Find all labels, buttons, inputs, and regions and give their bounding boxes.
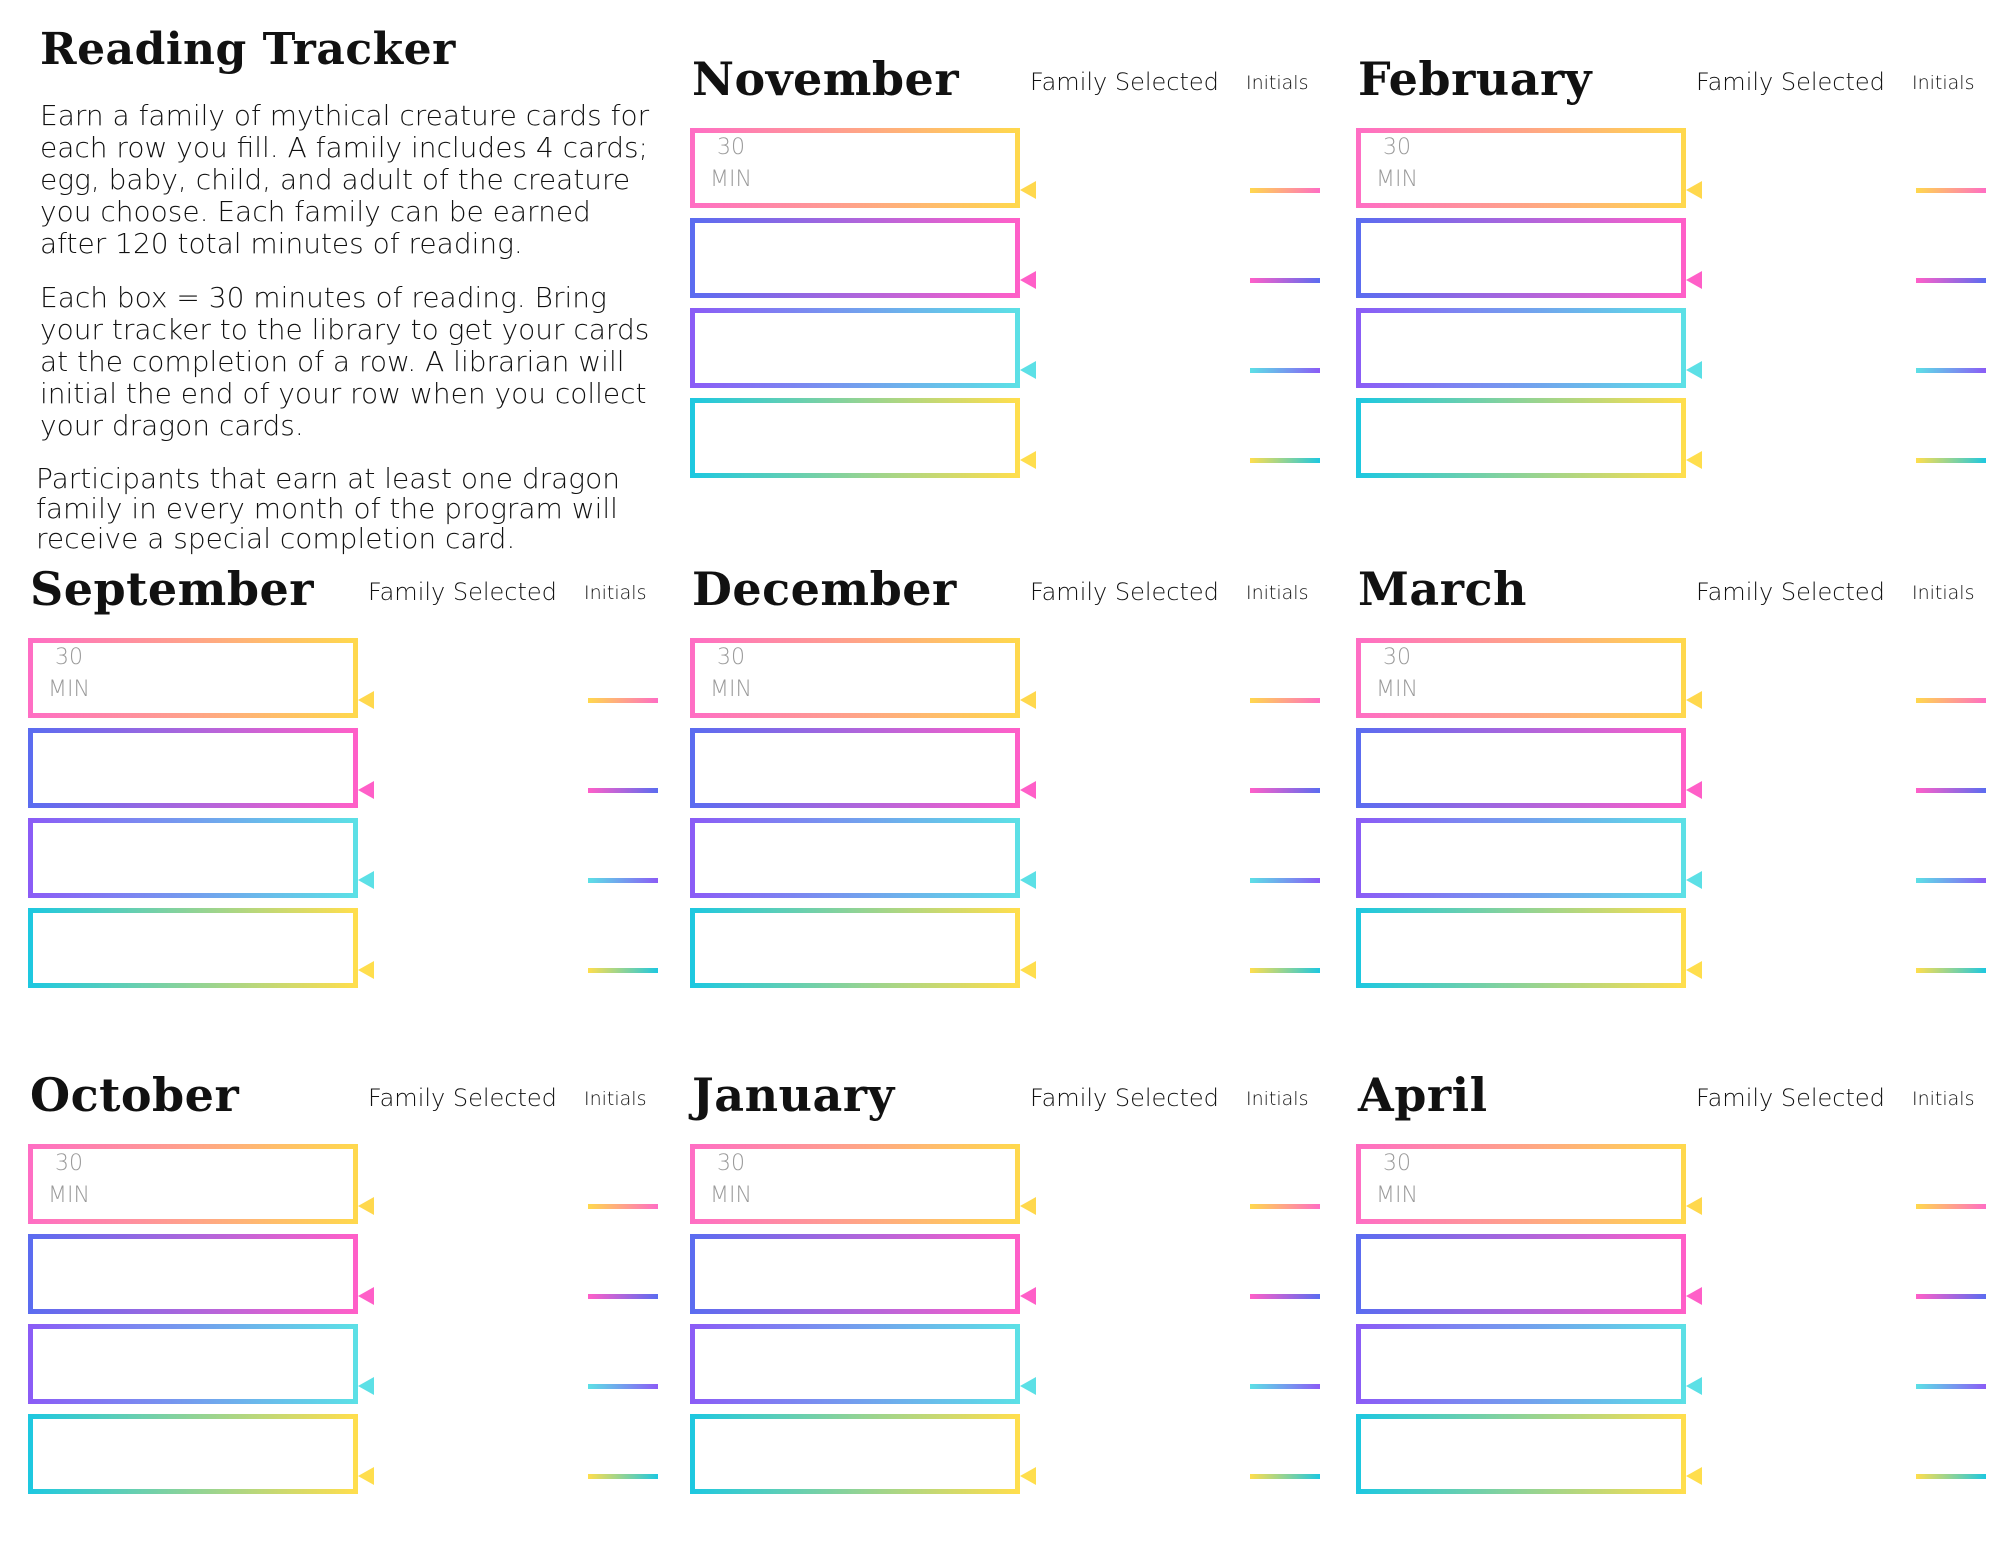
tracker-row bbox=[1356, 908, 1686, 988]
month-title: April bbox=[1358, 1068, 1488, 1122]
initials-line[interactable] bbox=[1250, 368, 1320, 373]
arrow-left-icon bbox=[1020, 450, 1230, 470]
month-november bbox=[690, 52, 1330, 452]
reading-box[interactable] bbox=[274, 908, 356, 988]
reading-box[interactable] bbox=[690, 128, 772, 208]
reading-box[interactable] bbox=[1602, 1144, 1684, 1224]
reading-box[interactable] bbox=[1602, 638, 1684, 718]
initials-line[interactable] bbox=[1250, 278, 1320, 283]
reading-box[interactable] bbox=[772, 398, 854, 478]
reading-box[interactable] bbox=[1438, 818, 1520, 898]
tracker-row bbox=[1356, 218, 1686, 298]
arrow-left-icon bbox=[1020, 180, 1230, 200]
reading-box[interactable] bbox=[28, 728, 110, 808]
reading-box[interactable] bbox=[772, 818, 854, 898]
tracker-row bbox=[1356, 1324, 1686, 1404]
tracker-row bbox=[1356, 1234, 1686, 1314]
initials-header: Initials bbox=[1912, 582, 1975, 604]
reading-box[interactable] bbox=[274, 818, 356, 898]
reading-box[interactable] bbox=[192, 908, 274, 988]
month-title: March bbox=[1358, 562, 1527, 616]
reading-box[interactable] bbox=[936, 1324, 1018, 1404]
reading-box[interactable] bbox=[1520, 218, 1602, 298]
month-title: November bbox=[692, 52, 960, 106]
initials-line[interactable] bbox=[1250, 698, 1320, 703]
family-selected-header: Family Selected bbox=[368, 578, 557, 606]
reading-box[interactable] bbox=[274, 638, 356, 718]
reading-box[interactable] bbox=[1520, 1324, 1602, 1404]
initials-line[interactable] bbox=[588, 698, 658, 703]
reading-box[interactable] bbox=[1438, 1144, 1520, 1224]
reading-box[interactable] bbox=[192, 638, 274, 718]
tracker-row bbox=[28, 1414, 358, 1494]
arrow-left-icon bbox=[1020, 870, 1230, 890]
reading-box[interactable] bbox=[1520, 308, 1602, 388]
box-value-label bbox=[1356, 132, 1438, 196]
arrow-left-icon bbox=[358, 690, 568, 710]
initials-line[interactable] bbox=[588, 878, 658, 883]
reading-box[interactable] bbox=[854, 1324, 936, 1404]
tracker-row bbox=[690, 818, 1020, 898]
month-september bbox=[28, 562, 668, 962]
arrow-left-icon bbox=[358, 1376, 568, 1396]
reading-box[interactable] bbox=[1438, 398, 1520, 478]
reading-box[interactable] bbox=[1602, 398, 1684, 478]
reading-box[interactable] bbox=[1356, 218, 1438, 298]
initials-line[interactable] bbox=[1916, 1204, 1986, 1209]
reading-grid bbox=[1356, 1144, 1686, 1504]
reading-box[interactable] bbox=[1520, 1414, 1602, 1494]
initials-line[interactable] bbox=[1250, 788, 1320, 793]
initials-line[interactable] bbox=[1250, 1294, 1320, 1299]
reading-box[interactable] bbox=[690, 908, 772, 988]
arrow-left-icon bbox=[358, 1286, 568, 1306]
reading-box[interactable] bbox=[854, 128, 936, 208]
family-selected-header: Family Selected bbox=[1030, 68, 1219, 96]
reading-box[interactable] bbox=[28, 1414, 110, 1494]
reading-box[interactable] bbox=[1602, 1234, 1684, 1314]
reading-box[interactable] bbox=[772, 128, 854, 208]
initials-header: Initials bbox=[1912, 72, 1975, 94]
initials-line[interactable] bbox=[1916, 1384, 1986, 1389]
reading-box[interactable] bbox=[690, 638, 772, 718]
reading-box[interactable] bbox=[1438, 728, 1520, 808]
reading-box[interactable] bbox=[1356, 728, 1438, 808]
tracker-row bbox=[690, 398, 1020, 478]
instructions bbox=[36, 99, 660, 576]
reading-box[interactable] bbox=[1602, 218, 1684, 298]
reading-box[interactable] bbox=[192, 1414, 274, 1494]
reading-box[interactable] bbox=[772, 1144, 854, 1224]
family-selected-header: Family Selected bbox=[1030, 1084, 1219, 1112]
box-minutes: 30 bbox=[1383, 135, 1411, 160]
reading-box[interactable] bbox=[110, 1324, 192, 1404]
arrow-left-icon bbox=[358, 1196, 568, 1216]
initials-line[interactable] bbox=[588, 1474, 658, 1479]
reading-box[interactable] bbox=[772, 1324, 854, 1404]
arrow-left-icon bbox=[1020, 360, 1230, 380]
initials-line[interactable] bbox=[1916, 188, 1986, 193]
reading-box[interactable] bbox=[1356, 128, 1438, 208]
reading-box[interactable] bbox=[936, 398, 1018, 478]
initials-line[interactable] bbox=[1250, 1204, 1320, 1209]
box-unit: MIN bbox=[710, 167, 752, 192]
month-december bbox=[690, 562, 1330, 962]
reading-box[interactable] bbox=[192, 1324, 274, 1404]
family-selected-header: Family Selected bbox=[1030, 578, 1219, 606]
box-value-label bbox=[1356, 1148, 1438, 1212]
initials-header: Initials bbox=[1246, 582, 1309, 604]
box-value-label bbox=[1356, 642, 1438, 706]
tracker-row bbox=[28, 1144, 358, 1224]
reading-box[interactable] bbox=[1438, 1414, 1520, 1494]
tracker-row bbox=[28, 638, 358, 718]
box-minutes: 30 bbox=[55, 1151, 83, 1176]
initials-line[interactable] bbox=[588, 1384, 658, 1389]
reading-box[interactable] bbox=[772, 308, 854, 388]
reading-grid bbox=[690, 1144, 1020, 1504]
initials-header: Initials bbox=[1912, 1088, 1975, 1110]
reading-box[interactable] bbox=[1438, 638, 1520, 718]
reading-box[interactable] bbox=[110, 1234, 192, 1314]
initials-line[interactable] bbox=[1250, 878, 1320, 883]
reading-box[interactable] bbox=[28, 818, 110, 898]
reading-box[interactable] bbox=[690, 1144, 772, 1224]
reading-box[interactable] bbox=[1520, 908, 1602, 988]
reading-box[interactable] bbox=[1356, 1234, 1438, 1314]
box-unit: MIN bbox=[48, 677, 90, 702]
reading-box[interactable] bbox=[936, 1144, 1018, 1224]
tracker-row bbox=[1356, 398, 1686, 478]
reading-box[interactable] bbox=[854, 908, 936, 988]
family-selected-header: Family Selected bbox=[1696, 1084, 1885, 1112]
box-minutes: 30 bbox=[55, 645, 83, 670]
box-minutes: 30 bbox=[717, 1151, 745, 1176]
reading-box[interactable] bbox=[854, 1144, 936, 1224]
arrow-left-icon bbox=[1020, 1286, 1230, 1306]
arrow-left-icon bbox=[1686, 1196, 1896, 1216]
reading-box[interactable] bbox=[936, 908, 1018, 988]
tracker-row bbox=[28, 1324, 358, 1404]
initials-line[interactable] bbox=[1250, 458, 1320, 463]
reading-box[interactable] bbox=[192, 1234, 274, 1314]
reading-box[interactable] bbox=[936, 728, 1018, 808]
initials-header: Initials bbox=[584, 582, 647, 604]
reading-grid bbox=[28, 1144, 358, 1504]
arrow-left-icon bbox=[1686, 1286, 1896, 1306]
reading-box[interactable] bbox=[28, 638, 110, 718]
reading-box[interactable] bbox=[854, 638, 936, 718]
box-unit: MIN bbox=[1376, 167, 1418, 192]
tracker-row bbox=[690, 1234, 1020, 1314]
reading-box[interactable] bbox=[1520, 728, 1602, 808]
tracker-row bbox=[28, 908, 358, 988]
arrow-left-icon bbox=[1020, 1376, 1230, 1396]
reading-box[interactable] bbox=[1520, 638, 1602, 718]
tracker-row bbox=[690, 638, 1020, 718]
reading-box[interactable] bbox=[690, 218, 772, 298]
arrow-left-icon bbox=[1686, 870, 1896, 890]
initials-line[interactable] bbox=[1916, 968, 1986, 973]
tracker-row bbox=[690, 1144, 1020, 1224]
reading-box[interactable] bbox=[110, 818, 192, 898]
initials-line[interactable] bbox=[1250, 1474, 1320, 1479]
initials-header: Initials bbox=[1246, 1088, 1309, 1110]
box-minutes: 30 bbox=[1383, 1151, 1411, 1176]
arrow-left-icon bbox=[1020, 690, 1230, 710]
reading-box[interactable] bbox=[772, 1234, 854, 1314]
instructions-paragraph-1: Earn a family of mythical creature cards for each row you fill. A family includes 4 cards; egg, baby, child, and adult of the creature you choose. Each family can be earned after 120 total minutes of reading. bbox=[40, 99, 650, 260]
arrow-left-icon bbox=[1686, 690, 1896, 710]
tracker-row bbox=[28, 1234, 358, 1314]
reading-box[interactable] bbox=[1520, 1234, 1602, 1314]
tracker-row bbox=[1356, 818, 1686, 898]
reading-box[interactable] bbox=[690, 728, 772, 808]
tracker-row bbox=[690, 908, 1020, 988]
reading-box[interactable] bbox=[1520, 128, 1602, 208]
arrow-left-icon bbox=[1686, 450, 1896, 470]
reading-box[interactable] bbox=[936, 1414, 1018, 1494]
initials-line[interactable] bbox=[1916, 878, 1986, 883]
reading-box[interactable] bbox=[274, 1234, 356, 1314]
initials-line[interactable] bbox=[1916, 788, 1986, 793]
reading-box[interactable] bbox=[1356, 638, 1438, 718]
arrow-left-icon bbox=[1686, 780, 1896, 800]
arrow-left-icon bbox=[1686, 270, 1896, 290]
reading-box[interactable] bbox=[1438, 1324, 1520, 1404]
reading-box[interactable] bbox=[1356, 1324, 1438, 1404]
reading-box[interactable] bbox=[110, 1414, 192, 1494]
arrow-left-icon bbox=[358, 780, 568, 800]
reading-box[interactable] bbox=[936, 1234, 1018, 1314]
reading-box[interactable] bbox=[854, 398, 936, 478]
tracker-row bbox=[1356, 728, 1686, 808]
reading-box[interactable] bbox=[110, 728, 192, 808]
reading-box[interactable] bbox=[690, 1414, 772, 1494]
reading-box[interactable] bbox=[1520, 818, 1602, 898]
reading-box[interactable] bbox=[1356, 308, 1438, 388]
month-january bbox=[690, 1068, 1330, 1468]
arrow-left-icon bbox=[1686, 360, 1896, 380]
reading-box[interactable] bbox=[772, 908, 854, 988]
reading-grid bbox=[1356, 128, 1686, 488]
reading-box[interactable] bbox=[1356, 1414, 1438, 1494]
reading-box[interactable] bbox=[772, 218, 854, 298]
box-value-label bbox=[28, 1148, 110, 1212]
box-value-label bbox=[690, 1148, 772, 1212]
reading-box[interactable] bbox=[854, 728, 936, 808]
family-selected-header: Family Selected bbox=[1696, 578, 1885, 606]
tracker-row bbox=[1356, 1144, 1686, 1224]
initials-header: Initials bbox=[1246, 72, 1309, 94]
initials-header: Initials bbox=[584, 1088, 647, 1110]
reading-grid bbox=[690, 128, 1020, 488]
reading-box[interactable] bbox=[936, 818, 1018, 898]
reading-box[interactable] bbox=[690, 398, 772, 478]
box-value-label bbox=[690, 132, 772, 196]
month-title: October bbox=[30, 1068, 240, 1122]
box-unit: MIN bbox=[710, 1183, 752, 1208]
arrow-left-icon bbox=[1020, 960, 1230, 980]
reading-box[interactable] bbox=[690, 818, 772, 898]
instructions-paragraph-3: Participants that earn at least one dragon family in every month of the program will receive a special completion card. bbox=[36, 462, 620, 555]
reading-box[interactable] bbox=[110, 908, 192, 988]
initials-line[interactable] bbox=[1916, 698, 1986, 703]
reading-box[interactable] bbox=[1602, 1324, 1684, 1404]
tracker-row bbox=[1356, 638, 1686, 718]
arrow-left-icon bbox=[358, 960, 568, 980]
reading-box[interactable] bbox=[274, 1144, 356, 1224]
tracker-row bbox=[690, 1324, 1020, 1404]
family-selected-header: Family Selected bbox=[1696, 68, 1885, 96]
reading-box[interactable] bbox=[28, 1324, 110, 1404]
reading-box[interactable] bbox=[1602, 818, 1684, 898]
reading-box[interactable] bbox=[1602, 908, 1684, 988]
reading-box[interactable] bbox=[1438, 908, 1520, 988]
tracker-row bbox=[690, 128, 1020, 208]
initials-line[interactable] bbox=[1250, 968, 1320, 973]
reading-box[interactable] bbox=[110, 638, 192, 718]
reading-box[interactable] bbox=[936, 218, 1018, 298]
instructions-paragraph-2: Each box = 30 minutes of reading. Bring your tracker to the library to get your cards at the completion of a row. A librarian will initial the end of your row when you collect your dragon cards. bbox=[40, 281, 650, 442]
reading-box[interactable] bbox=[1438, 308, 1520, 388]
initials-line[interactable] bbox=[588, 968, 658, 973]
box-unit: MIN bbox=[1376, 1183, 1418, 1208]
initials-line[interactable] bbox=[1916, 278, 1986, 283]
box-unit: MIN bbox=[48, 1183, 90, 1208]
reading-box[interactable] bbox=[1520, 1144, 1602, 1224]
reading-box[interactable] bbox=[854, 1414, 936, 1494]
box-minutes: 30 bbox=[717, 135, 745, 160]
reading-box[interactable] bbox=[1602, 728, 1684, 808]
arrow-left-icon bbox=[1686, 1466, 1896, 1486]
reading-grid bbox=[28, 638, 358, 998]
reading-box[interactable] bbox=[1520, 398, 1602, 478]
month-april bbox=[1356, 1068, 1996, 1468]
month-october bbox=[28, 1068, 668, 1468]
reading-box[interactable] bbox=[772, 1414, 854, 1494]
reading-box[interactable] bbox=[690, 308, 772, 388]
box-value-label bbox=[28, 642, 110, 706]
reading-box[interactable] bbox=[1356, 1144, 1438, 1224]
reading-box[interactable] bbox=[936, 128, 1018, 208]
box-unit: MIN bbox=[710, 677, 752, 702]
reading-box[interactable] bbox=[772, 728, 854, 808]
reading-box[interactable] bbox=[854, 818, 936, 898]
box-value-label bbox=[690, 642, 772, 706]
arrow-left-icon bbox=[1020, 270, 1230, 290]
initials-line[interactable] bbox=[1250, 1384, 1320, 1389]
reading-box[interactable] bbox=[690, 1324, 772, 1404]
reading-box[interactable] bbox=[274, 1324, 356, 1404]
page-title: Reading Tracker bbox=[40, 24, 456, 75]
initials-line[interactable] bbox=[1916, 368, 1986, 373]
tracker-row bbox=[1356, 128, 1686, 208]
tracker-row bbox=[690, 218, 1020, 298]
reading-box[interactable] bbox=[1356, 908, 1438, 988]
reading-box[interactable] bbox=[192, 1144, 274, 1224]
tracker-row bbox=[690, 308, 1020, 388]
arrow-left-icon bbox=[1686, 960, 1896, 980]
tracker-row bbox=[1356, 308, 1686, 388]
reading-box[interactable] bbox=[110, 1144, 192, 1224]
reading-grid bbox=[1356, 638, 1686, 998]
month-march bbox=[1356, 562, 1996, 962]
month-title: September bbox=[30, 562, 315, 616]
initials-line[interactable] bbox=[1916, 1474, 1986, 1479]
tracker-row bbox=[1356, 1414, 1686, 1494]
box-unit: MIN bbox=[1376, 677, 1418, 702]
reading-box[interactable] bbox=[274, 1414, 356, 1494]
tracker-row bbox=[690, 1414, 1020, 1494]
reading-box[interactable] bbox=[1438, 218, 1520, 298]
arrow-left-icon bbox=[358, 1466, 568, 1486]
reading-box[interactable] bbox=[192, 818, 274, 898]
initials-line[interactable] bbox=[1250, 188, 1320, 193]
reading-box[interactable] bbox=[28, 908, 110, 988]
reading-box[interactable] bbox=[192, 728, 274, 808]
month-february bbox=[1356, 52, 1996, 452]
initials-line[interactable] bbox=[588, 1294, 658, 1299]
reading-box[interactable] bbox=[854, 218, 936, 298]
family-selected-header: Family Selected bbox=[368, 1084, 557, 1112]
arrow-left-icon bbox=[1020, 1466, 1230, 1486]
reading-box[interactable] bbox=[1356, 818, 1438, 898]
month-title: February bbox=[1358, 52, 1593, 106]
reading-box[interactable] bbox=[1438, 1234, 1520, 1314]
reading-box[interactable] bbox=[274, 728, 356, 808]
arrow-left-icon bbox=[1686, 180, 1896, 200]
reading-box[interactable] bbox=[772, 638, 854, 718]
reading-box[interactable] bbox=[936, 308, 1018, 388]
reading-box[interactable] bbox=[1602, 308, 1684, 388]
tracker-row bbox=[28, 728, 358, 808]
reading-box[interactable] bbox=[28, 1234, 110, 1314]
initials-line[interactable] bbox=[588, 788, 658, 793]
initials-line[interactable] bbox=[588, 1204, 658, 1209]
reading-box[interactable] bbox=[1356, 398, 1438, 478]
arrow-left-icon bbox=[358, 870, 568, 890]
reading-box[interactable] bbox=[854, 308, 936, 388]
tracker-row bbox=[28, 818, 358, 898]
reading-box[interactable] bbox=[1438, 128, 1520, 208]
arrow-left-icon bbox=[1020, 1196, 1230, 1216]
reading-box[interactable] bbox=[690, 1234, 772, 1314]
reading-box[interactable] bbox=[854, 1234, 936, 1314]
month-title: December bbox=[692, 562, 957, 616]
tracker-row bbox=[690, 728, 1020, 808]
initials-line[interactable] bbox=[1916, 458, 1986, 463]
box-minutes: 30 bbox=[1383, 645, 1411, 670]
arrow-left-icon bbox=[1686, 1376, 1896, 1396]
reading-grid bbox=[690, 638, 1020, 998]
initials-line[interactable] bbox=[1916, 1294, 1986, 1299]
box-minutes: 30 bbox=[717, 645, 745, 670]
month-title: January bbox=[692, 1068, 895, 1122]
arrow-left-icon bbox=[1020, 780, 1230, 800]
reading-box[interactable] bbox=[936, 638, 1018, 718]
reading-box[interactable] bbox=[1602, 128, 1684, 208]
reading-box[interactable] bbox=[1602, 1414, 1684, 1494]
reading-box[interactable] bbox=[28, 1144, 110, 1224]
